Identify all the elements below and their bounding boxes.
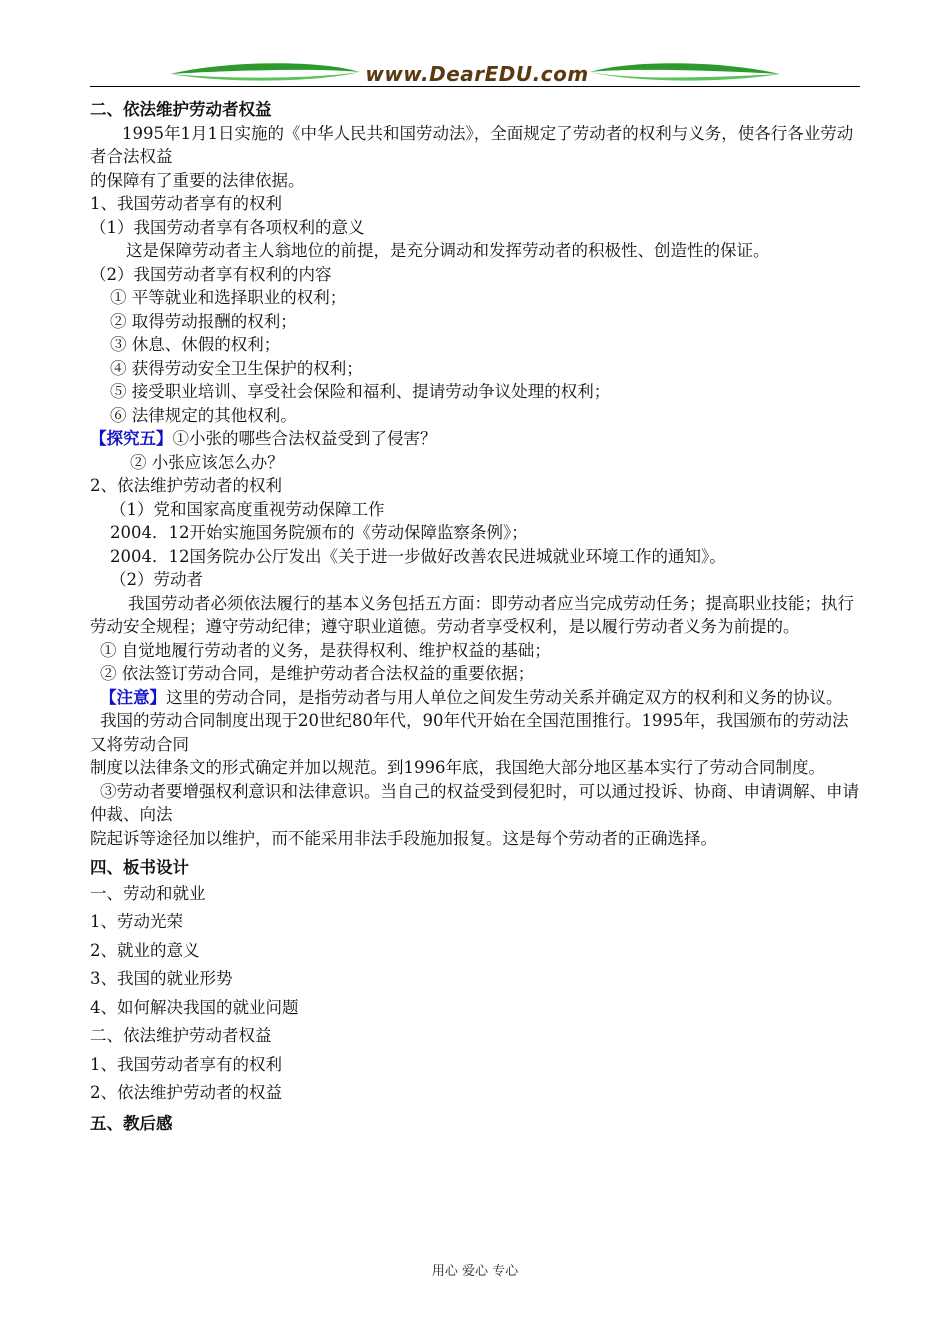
subheading: （1）我国劳动者享有各项权利的意义 <box>90 217 365 237</box>
explore-question-2: ② 小张应该怎么办？ <box>130 452 284 472</box>
board-item: 3、我国的就业形势 <box>90 969 233 988</box>
paragraph: 2004．12国务院办公厅发出《关于进一步做好改善农民进城就业环境工作的通知》。 <box>110 546 726 566</box>
note-paragraph <box>90 686 860 710</box>
board-item: 2、依法维护劳动者的权益 <box>90 1083 282 1102</box>
section-title: 二、依法维护劳动者权益 <box>90 100 272 119</box>
subheading: （1）党和国家高度重视劳动保障工作 <box>110 499 385 519</box>
board-design-list <box>90 880 860 1108</box>
list-item: ① 平等就业和选择职业的权利； <box>110 288 347 307</box>
explore-tag: 【探究五】 <box>90 429 173 448</box>
board-item: 1、劳动光荣 <box>90 912 183 931</box>
board-item: 1、我国劳动者享有的权利 <box>90 1054 282 1074</box>
paragraph: 的保障有了重要的法律依据。 <box>90 170 305 190</box>
paragraph: 2004．12开始实施国务院颁布的《劳动保障监察条例》； <box>110 523 528 542</box>
board-item: 2、就业的意义 <box>90 940 200 960</box>
board-item: 4、如何解决我国的就业问题 <box>90 997 299 1017</box>
list-item: ⑥ 法律规定的其他权利。 <box>110 405 297 425</box>
subheading: 2、依法维护劳动者的权利 <box>90 476 282 495</box>
document-body <box>90 98 860 1135</box>
section-title: 五、教后感 <box>90 1113 173 1133</box>
paragraph: 我国的劳动合同制度出现于20世纪80年代，90年代开始在全国范围推行。1995年，我国颁布的劳动法又将劳动合同 <box>90 711 849 754</box>
list-item: ② 取得劳动报酬的权利； <box>110 311 297 331</box>
list-item: ① 自觉地履行劳动者的义务，是获得权利、维护权益的基础； <box>100 640 551 660</box>
site-title: www.DearEDU.com <box>365 62 589 86</box>
subheading: （2）我国劳动者享有权利的内容 <box>90 264 332 284</box>
list-item: ③劳动者要增强权利意识和法律意识。当自己的权益受到侵犯时，可以通过投诉、协商、申请调解、申请仲裁、向法 <box>90 781 859 824</box>
paragraph: 我国劳动者必须依法履行的基本义务包括五方面：即劳动者应当完成劳动任务；提高职业技能；执行劳动安全规程；遵守劳动纪律；遵守职业道德。劳动者享受权利，是以履行劳动者义务为前提的。 <box>90 593 854 636</box>
list-item: ④ 获得劳动安全卫生保护的权利； <box>110 358 363 378</box>
page-footer: 用心 爱心 专心 <box>431 1264 519 1279</box>
subheading: 1、我国劳动者享有的权利 <box>90 194 282 213</box>
paragraph: 1995年1月1日实施的《中华人民共和国劳动法》，全面规定了劳动者的权利与义务，使各行各业劳动者合法权益 <box>90 123 854 166</box>
list-item: ⑤ 接受职业培训、享受社会保险和福利、提请劳动争议处理的权利； <box>110 382 611 401</box>
header-divider <box>90 86 860 87</box>
note-tag: 【注意】 <box>100 687 166 707</box>
paragraph: 制度以法律条文的形式确定并加以规范。到1996年底，我国绝大部分地区基本实行了劳动合同制度。 <box>90 758 825 777</box>
subheading: （2）劳动者 <box>110 570 203 589</box>
board-item: 二、依法维护劳动者权益 <box>90 1026 272 1045</box>
note-text: 这里的劳动合同，是指劳动者与用人单位之间发生劳动关系并确定双方的权利和义务的协议。 <box>166 687 843 707</box>
explore-question-1: ①小张的哪些合法权益受到了侵害？ <box>172 429 437 448</box>
list-item: ② 依法签订劳动合同，是维护劳动者合法权益的重要依据； <box>100 664 535 683</box>
explore-question <box>90 427 860 451</box>
section-title: 四、板书设计 <box>90 858 189 877</box>
paragraph: 这是保障劳动者主人翁地位的前提，是充分调动和发挥劳动者的积极性、创造性的保证。 <box>126 241 770 260</box>
list-item: ③ 休息、休假的权利； <box>110 335 281 354</box>
paragraph: 院起诉等途径加以维护，而不能采用非法手段施加报复。这是每个劳动者的正确选择。 <box>90 828 717 848</box>
board-item: 一、劳动和就业 <box>90 883 206 903</box>
